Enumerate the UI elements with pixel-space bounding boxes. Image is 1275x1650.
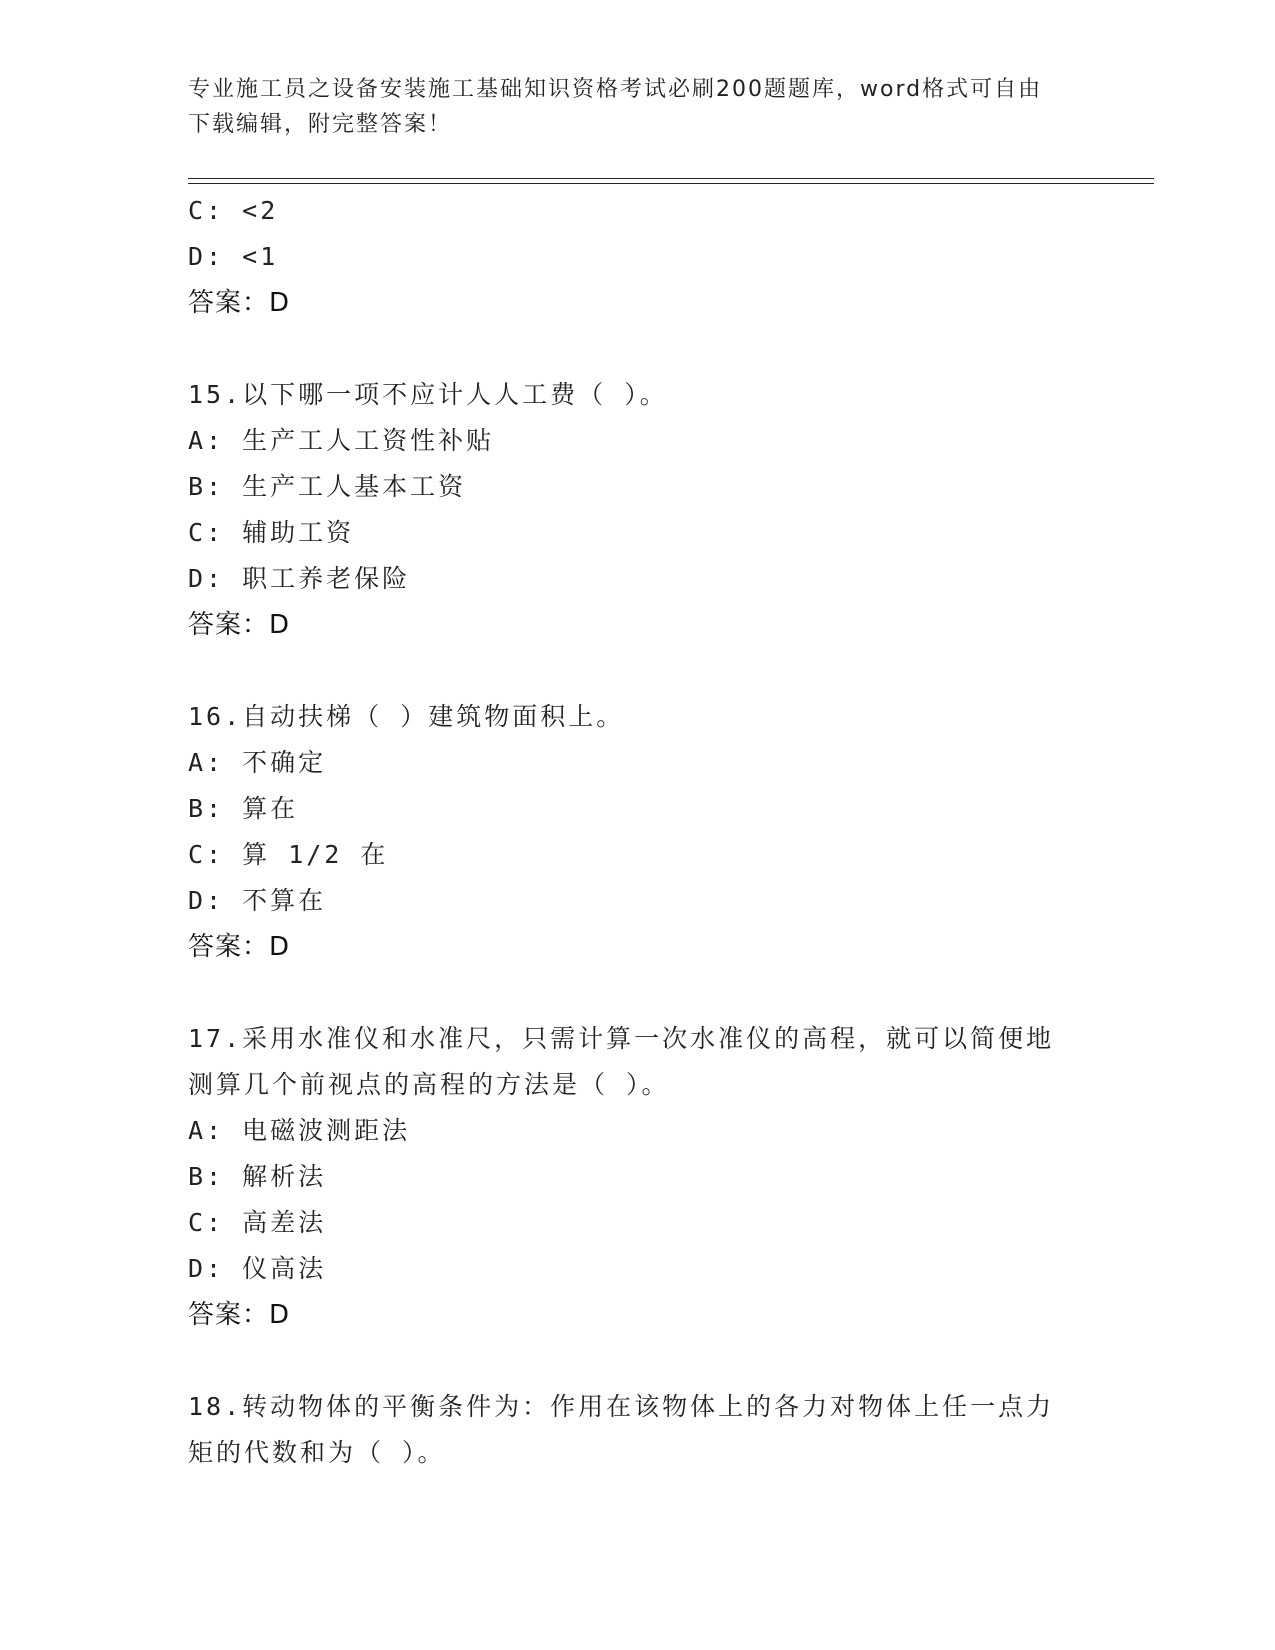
option-b: B: 解析法	[188, 1162, 327, 1191]
option-c: C: <2	[188, 196, 279, 225]
question-18	[188, 1384, 1088, 1476]
option-b: B: 算在	[188, 794, 299, 823]
question-text: 15.以下哪一项不应计人人工费（ ）。	[188, 380, 668, 409]
answer-line: 答案：D	[188, 610, 291, 640]
header-title-line-1: 专业施工员之设备安装施工基础知识资格考试必刷200题题库，word格式可自由	[188, 77, 1043, 102]
option-d: D: 仪高法	[188, 1254, 327, 1283]
question-text-line-2: 矩的代数和为（ ）。	[188, 1438, 446, 1467]
option-c: C: 高差法	[188, 1208, 327, 1237]
document-body	[188, 188, 1088, 1476]
option-c: C: 辅助工资	[188, 518, 355, 547]
question-16	[188, 694, 1088, 970]
question-17	[188, 1016, 1088, 1338]
option-d: D: <1	[188, 242, 279, 271]
answer-line: 答案：D	[188, 288, 291, 318]
document-header	[188, 72, 1088, 142]
question-text-line-2: 测算几个前视点的高程的方法是（ ）。	[188, 1070, 670, 1099]
question-14-continued	[188, 188, 1088, 326]
question-15	[188, 372, 1088, 648]
answer-line: 答案：D	[188, 1300, 291, 1330]
header-divider-bottom	[188, 183, 1154, 184]
option-b: B: 生产工人基本工资	[188, 472, 467, 501]
option-c: C: 算 1/2 在	[188, 840, 389, 869]
option-a: A: 生产工人工资性补贴	[188, 426, 495, 455]
option-a: A: 电磁波测距法	[188, 1116, 411, 1145]
header-title-line-2: 下载编辑，附完整答案！	[188, 112, 453, 137]
question-text-line-1: 17.采用水准仪和水准尺，只需计算一次水准仪的高程，就可以简便地	[188, 1024, 1055, 1053]
option-d: D: 不算在	[188, 886, 327, 915]
header-divider-top	[188, 178, 1154, 179]
answer-line: 答案：D	[188, 932, 291, 962]
option-a: A: 不确定	[188, 748, 327, 777]
question-text-line-1: 18.转动物体的平衡条件为：作用在该物体上的各力对物体上任一点力	[188, 1392, 1055, 1421]
question-text: 16.自动扶梯（ ）建筑物面积上。	[188, 702, 625, 731]
option-d: D: 职工养老保险	[188, 564, 411, 593]
